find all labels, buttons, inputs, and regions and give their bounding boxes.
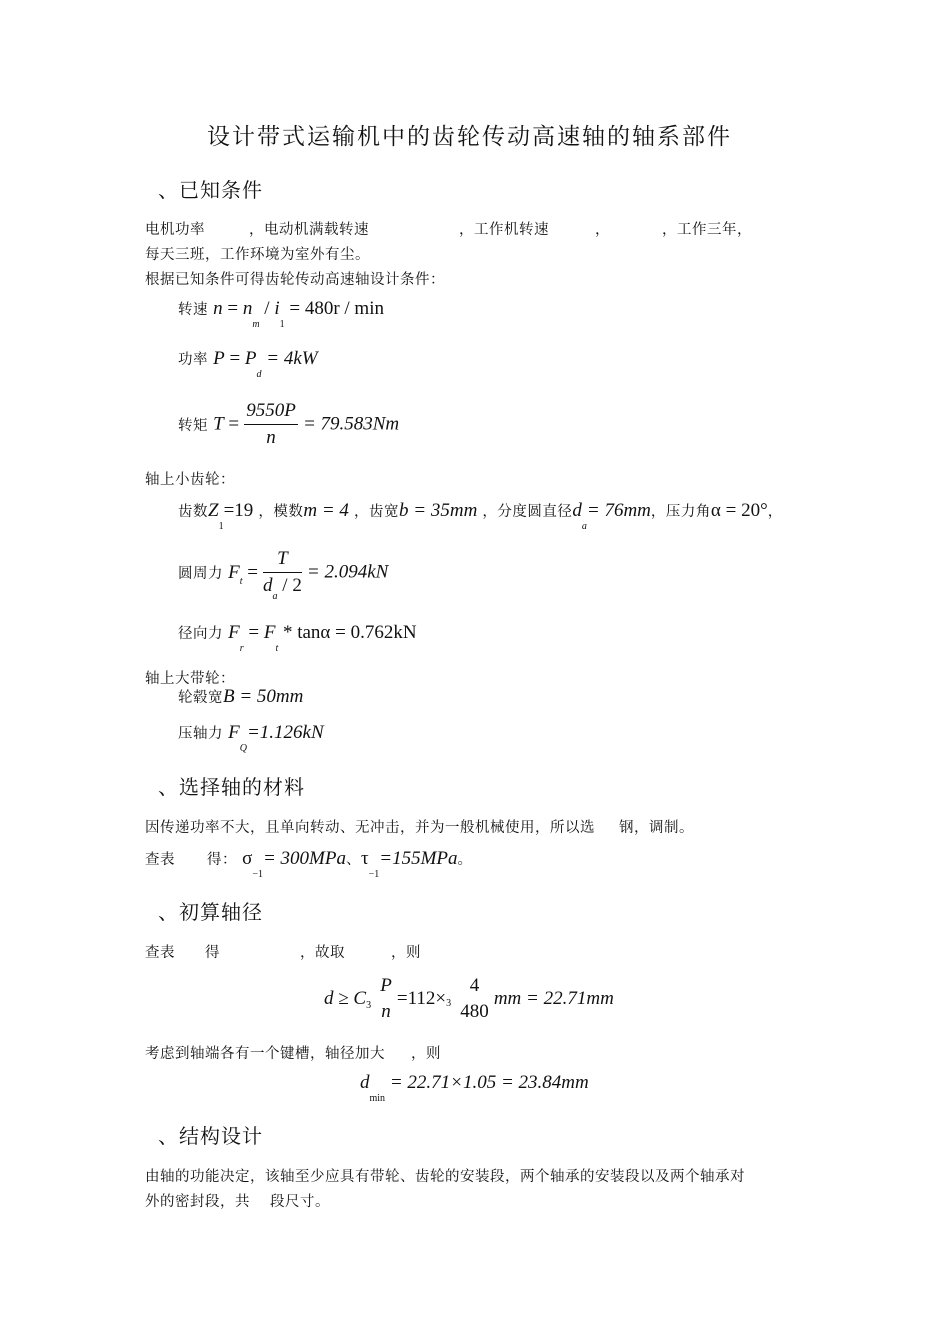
root-fraction-p-n: P n [380, 975, 392, 1022]
formula-label: 圆周力 [178, 566, 223, 582]
known-line-1 [145, 218, 752, 239]
text: 查表 [145, 852, 175, 868]
text: ， [767, 504, 783, 520]
teeth-value: =19 [223, 500, 254, 521]
text: 得 [205, 945, 220, 961]
text: 外的密封段，共 [145, 1194, 250, 1210]
ft-fraction: $\frac{T}{d_a / 2}$ [263, 548, 302, 602]
formula-torque: 转矩 T = $\frac{9550P}{n}$ = 79.583Nm [178, 400, 400, 448]
formula-rhs: = 2.094kN [306, 561, 389, 583]
gear-params: 齿数$Z_1=19$ ，模数m = 4 ，齿宽b = 35mm ，分度圆直径$d_a= 76mm$，压力角α = 20°， [178, 500, 783, 532]
text: ，电动机满载转速 [249, 222, 369, 238]
material-lookup: 查表 得： $\sigma_{-1}= 300MPa$、$\tau_{-1}=155MPa$。 [145, 848, 473, 880]
formula-rhs: = 480r / min [289, 298, 384, 319]
tau-value: =155MPa [379, 848, 458, 869]
text: 轮毂宽 [178, 690, 223, 706]
hub-value: B = 50mm [223, 686, 304, 707]
formula-rhs: = 22.71×1.05 = 23.84mm [389, 1072, 589, 1093]
text: ， [595, 222, 610, 238]
formula-speed: 转速 $n = n_m / i_1 = 480r / \min$ [178, 298, 384, 330]
text: 、 [346, 852, 361, 868]
known-line-3: 根据已知条件可得齿轮传动高速轴设计条件： [145, 272, 445, 288]
diameter-lookup [145, 941, 421, 962]
formula-dmin: $d_{min} = 22.71\times 1.05 = 23.84mm$ [360, 1072, 589, 1104]
text: 钢，调制。 [619, 820, 694, 836]
formula-fr: 径向力 $F_r = F_t * \tan\alpha = 0.762kN$ [178, 622, 417, 654]
section-heading-structure: 、结构设计 [158, 1124, 263, 1148]
sigma-value: = 300MPa [262, 848, 346, 869]
hub-width [178, 686, 303, 708]
formula-mid: =112× [396, 988, 447, 1009]
text: ，齿宽 [354, 504, 400, 520]
fraction-numerator: 4 [469, 975, 480, 996]
structure-line-2 [145, 1190, 330, 1211]
text: 压轴力 [178, 726, 223, 742]
known-line-2: 每天三班，工作环境为室外有尘。 [145, 247, 370, 263]
text: 因传递功率不大，且单向转动、无冲击，并为一般机械使用，所以选 [145, 820, 595, 836]
formula-rhs: * tanα = 0.762kN [282, 622, 417, 643]
text: 电机功率 [145, 222, 205, 238]
root-fraction-numbers [460, 975, 489, 1023]
text: ，工作三年， [662, 222, 752, 238]
formula-label: 功率 [178, 352, 208, 368]
section-heading-material: 、选择轴的材料 [158, 775, 305, 799]
page-title: 设计带式运输机中的齿轮传动高速轴的轴系部件 [207, 124, 732, 150]
small-gear-heading: 轴上小齿轮： [145, 472, 235, 488]
width-value: b = 35mm [399, 500, 478, 521]
section-heading-known: 、已知条件 [158, 178, 263, 202]
text: 查表 [145, 945, 175, 961]
formula-dmin-root: $d \ge C_3$ P n $=112\times_3$ 4 480 mm = 22.71mm [324, 975, 614, 1022]
diameter-value: = 76mm [586, 500, 651, 521]
material-text [145, 816, 694, 837]
angle-value: α = 20° [710, 500, 768, 521]
text: 齿数 [178, 504, 208, 520]
text: 段尺寸。 [270, 1194, 330, 1210]
formula-rhs: mm = 22.71mm [493, 988, 614, 1009]
formula-label: 转速 [178, 302, 208, 318]
formula-rhs: = 79.583Nm [302, 413, 400, 435]
formula-lhs: d ≥ C [324, 988, 367, 1009]
formula-ft: 圆周力 $F_t$ = $\frac{T}{d_a / 2}$ = 2.094kN [178, 548, 389, 602]
fraction-denominator: 480 [460, 1001, 489, 1022]
formula-label: 径向力 [178, 626, 223, 642]
text: ，模数 [258, 504, 304, 520]
structure-line-1: 由轴的功能决定，该轴至少应具有带轮、齿轮的安装段，两个轴承的安装段以及两个轴承对 [145, 1169, 745, 1185]
text: 。 [457, 852, 473, 868]
formula-power: 功率 $P = P_d = 4kW$ [178, 348, 318, 380]
fraction-numerator: 9550P [244, 400, 298, 425]
pressure-force: 压轴力 $F_Q=1.126kN$ [178, 722, 324, 754]
formula-rhs: = 4kW [266, 348, 318, 369]
text: ，工作机转速 [459, 222, 549, 238]
text: ，分度圆直径 [482, 504, 573, 520]
fraction-numerator: T [263, 548, 302, 573]
section-heading-diameter: 、初算轴径 [158, 900, 263, 924]
big-pulley-heading: 轴上大带轮： [145, 671, 235, 687]
text: ，压力角 [650, 504, 711, 520]
keyway-text [145, 1042, 441, 1063]
fq-value: =1.126kN [246, 722, 324, 743]
text: 得： [207, 852, 237, 868]
fraction-denominator: n [266, 427, 276, 448]
torque-fraction [244, 400, 298, 449]
text: ，则 [411, 1046, 441, 1062]
formula-label: 转矩 [178, 418, 208, 434]
module-value: m = 4 [303, 500, 349, 521]
text: ，则 [391, 945, 421, 961]
text: 考虑到轴端各有一个键槽，轴径加大 [145, 1046, 385, 1062]
text: ，故取 [300, 945, 345, 961]
